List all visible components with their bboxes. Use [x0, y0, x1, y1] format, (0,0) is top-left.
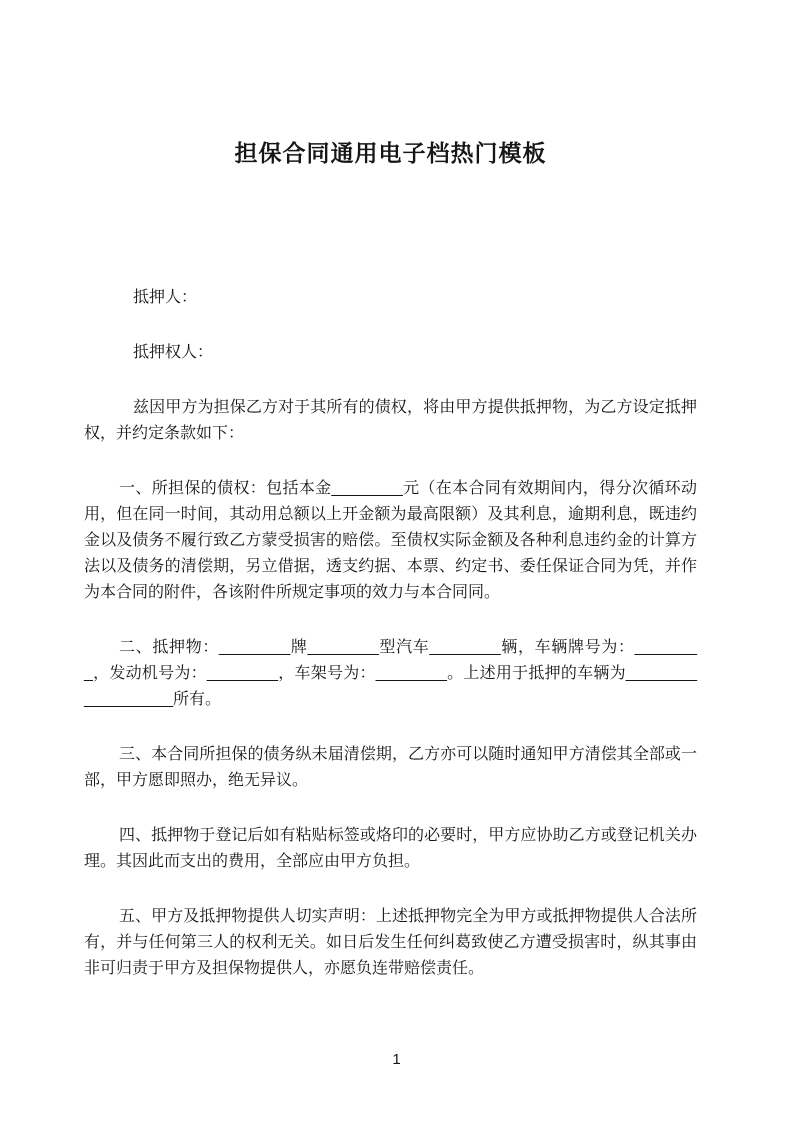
- page-title: 担保合同通用电子档热门模板: [234, 140, 547, 166]
- preamble-paragraph: 兹因甲方为担保乙方对于其所有的债权，将由甲方提供抵押物，为乙方设定抵押权，并约定条款如下：: [84, 399, 697, 442]
- clause-3-early-repayment: 三、本合同所担保的债务纵未届清偿期，乙方亦可以随时通知甲方清偿其全部或一部，甲方愿即照办，绝无异议。: [84, 746, 697, 789]
- clause-2-collateral: 二、抵押物：________牌________型汽车________辆，车辆牌号为：________，发动机号为：________，车架号为：________。上述用于抵押的车辆为__________________所有。: [84, 639, 697, 708]
- page-number: 1: [392, 1051, 401, 1068]
- clause-4-registration-costs: 四、抵押物于登记后如有粘贴标签或烙印的必要时，甲方应协助乙方或登记机关办理。其因此而支出的费用，全部应由甲方负担。: [84, 827, 697, 870]
- mortgagor-label-line: 抵押人：: [133, 289, 198, 306]
- mortgagee-label-line: 抵押权人：: [133, 344, 214, 361]
- clause-5-ownership-declaration: 五、甲方及抵押物提供人切实声明：上述抵押物完全为甲方或抵押物提供人合法所有，并与任何第三人的权利无关。如日后发生任何纠葛致使乙方遭受损害时，纵其事由非可归责于甲方及担保物提供人，亦愿负连带赔偿责任。: [84, 908, 697, 977]
- clause-1-secured-claims: 一、所担保的债权：包括本金________元（在本合同有效期间内，得分次循环动用，但在同一时间，其动用总额以上开金额为最高限额）及其利息，逾期利息，既违约金以及债务不履行致乙方蒙受损害的赔偿。至债权实际金额及各种利息违约金的计算方法以及债务的清偿期，另立借据，透支约据、本票、约定书、委任保证合同为凭，并作为本合同的附件，各该附件所规定事项的效力与本合同同。: [84, 480, 697, 601]
